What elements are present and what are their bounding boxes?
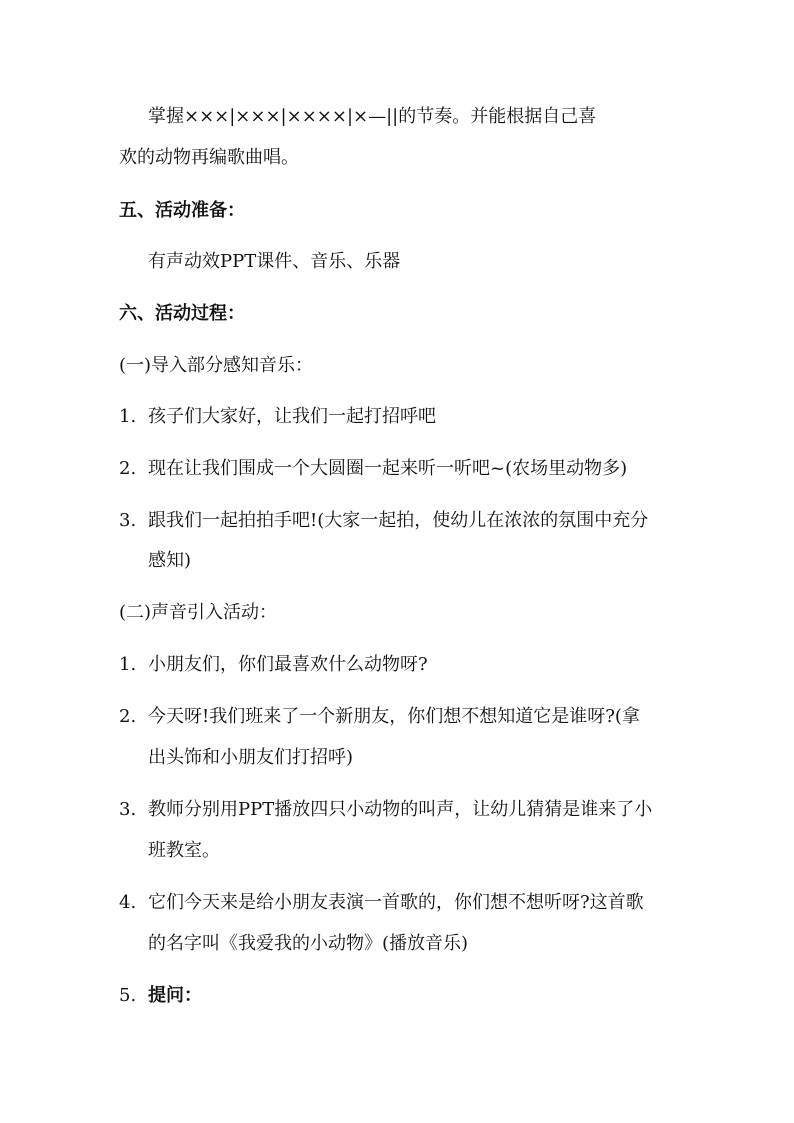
list-item-number: 5. xyxy=(119,985,137,1006)
section-5-content: 有声动效PPT课件、音乐、乐器 xyxy=(148,251,401,272)
list-item-number: 2. xyxy=(119,706,137,727)
list-item-text: 教师分别用PPT播放四只小动物的叫声，让幼儿猜猜是谁来了小 xyxy=(148,799,653,820)
section-6-heading: 六、活动过程： xyxy=(119,303,245,324)
list-item-text: 今天呀!我们班来了一个新朋友，你们想不想知道它是谁呀?(拿 xyxy=(148,706,640,727)
list-item-text-cont: 班教室。 xyxy=(148,840,220,861)
list-item-text: 它们今天来是给小朋友表演一首歌的，你们想不想听呀?这首歌 xyxy=(148,892,644,913)
list-item-number: 1. xyxy=(119,406,137,427)
list-item-text: 孩子们大家好，让我们一起打招呼吧 xyxy=(148,406,436,427)
list-item-text: 提问： xyxy=(148,985,202,1006)
section-5-heading: 五、活动准备： xyxy=(119,200,245,221)
list-item-text-cont: 的名字叫《我爱我的小动物》(播放音乐) xyxy=(148,933,469,954)
list-item-text: 现在让我们围成一个大圆圈一起来听一听吧~(农场里动物多) xyxy=(148,458,628,479)
list-item-text: 跟我们一起拍拍手吧!(大家一起拍，使幼儿在浓浓的氛围中充分 xyxy=(148,510,649,531)
part-1-heading: (一)导入部分感知音乐： xyxy=(119,355,314,376)
list-item-number: 3. xyxy=(119,510,137,531)
part-2-heading: (二)声音引入活动： xyxy=(119,602,278,623)
list-item-number: 3. xyxy=(119,799,137,820)
list-item-text-cont: 出头饰和小朋友们打招呼) xyxy=(148,747,354,768)
list-item-number: 2. xyxy=(119,458,137,479)
intro-line-2: 欢的动物再编歌曲唱。 xyxy=(119,147,299,168)
list-item-number: 1. xyxy=(119,654,137,675)
list-item-text: 小朋友们，你们最喜欢什么动物呀? xyxy=(148,654,428,675)
intro-line-1: 掌握×××|×××|××××|×—||的节奏。并能根据自己喜 xyxy=(148,106,597,127)
list-item-number: 4. xyxy=(119,892,137,913)
list-item-text-cont: 感知) xyxy=(148,550,192,571)
